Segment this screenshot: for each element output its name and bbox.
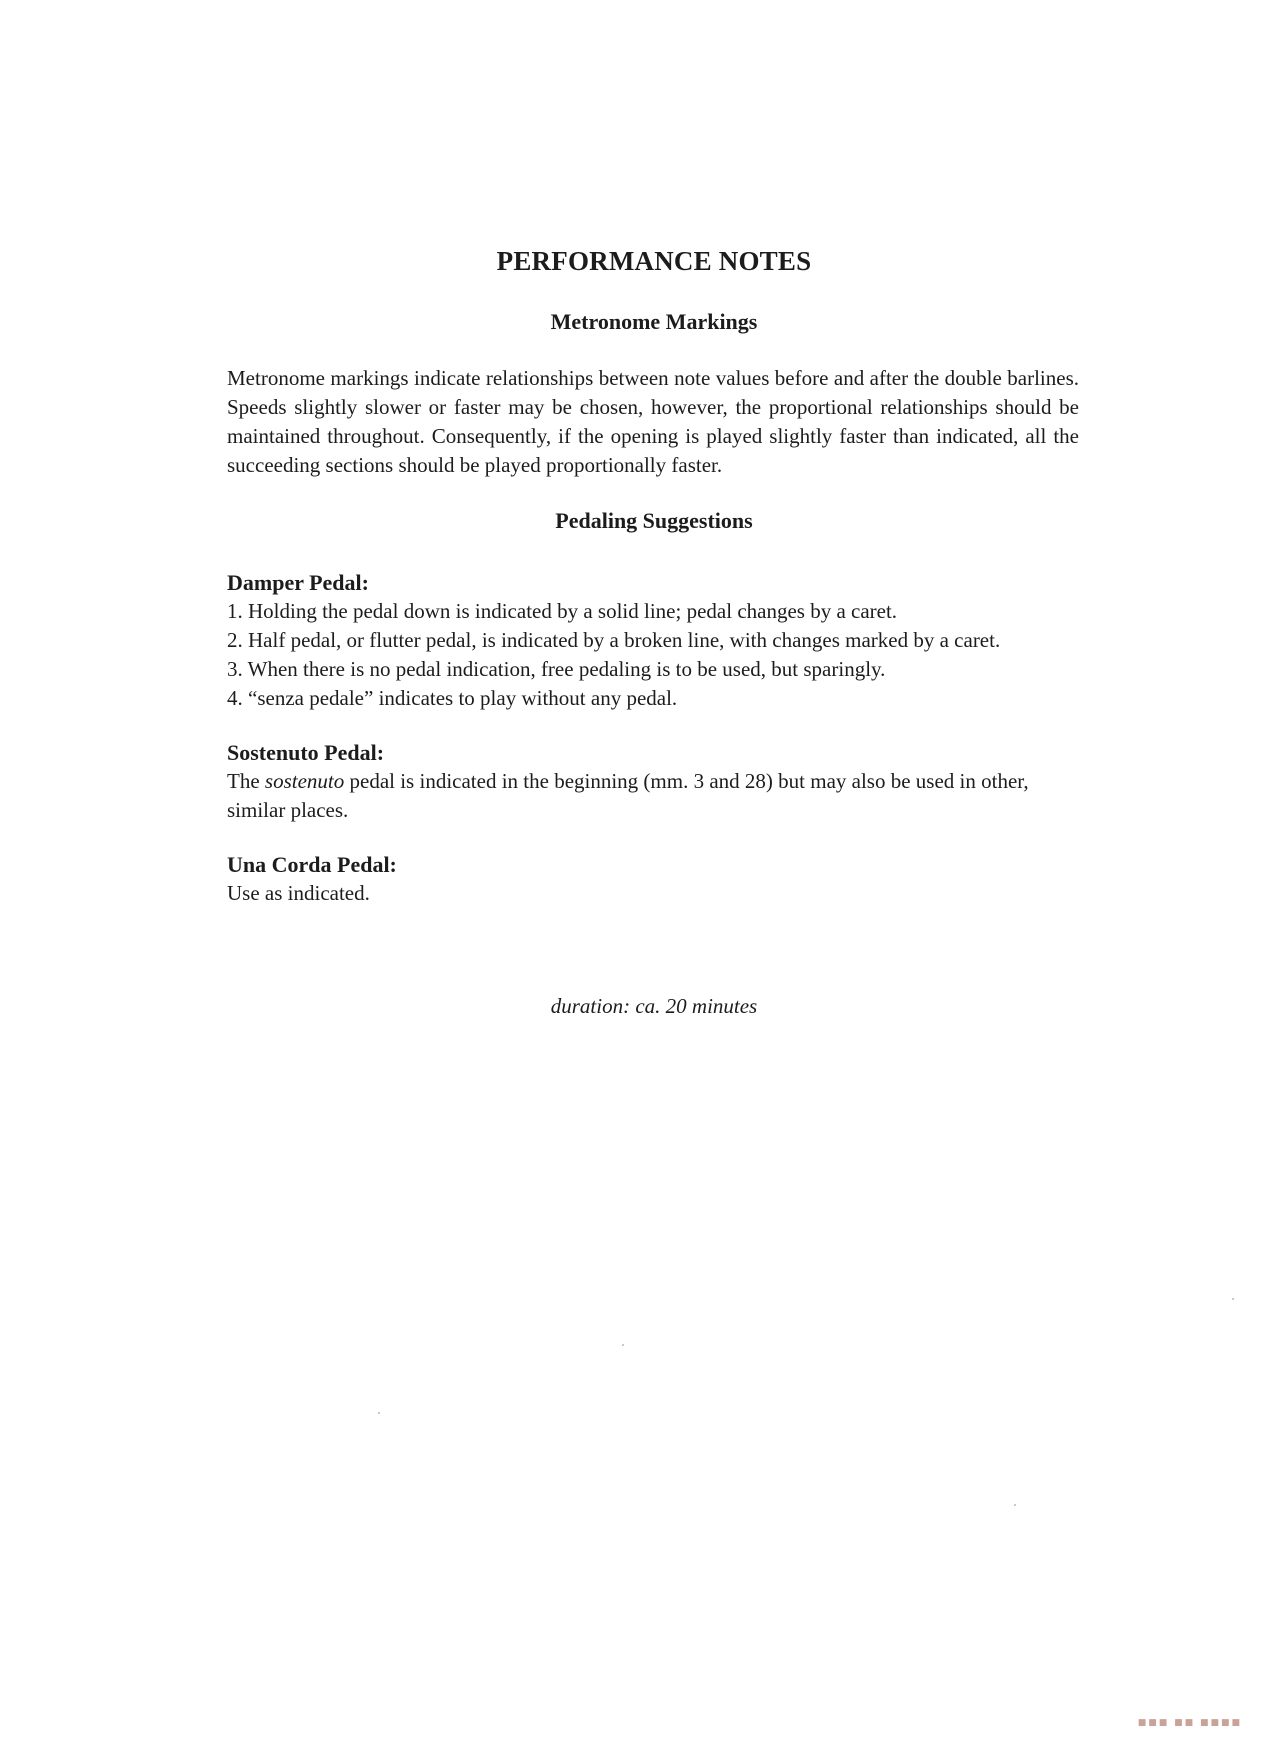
damper-item-2: 2. Half pedal, or flutter pedal, is indicated by a broken line, with changes marked by a caret. <box>227 628 1001 652</box>
sostenuto-pedal-section <box>227 738 1087 825</box>
scan-watermark: ■■■ ■■ ■■■■ <box>1137 1718 1242 1728</box>
metronome-heading: Metronome Markings <box>550 309 758 334</box>
scan-speck <box>378 1412 380 1414</box>
sostenuto-pedal-text <box>227 767 1079 825</box>
scan-speck <box>1014 1504 1016 1506</box>
duration-note: duration: ca. 20 minutes <box>550 994 758 1018</box>
damper-pedal-heading: Damper Pedal: <box>227 570 369 595</box>
damper-item-4: 4. “senza pedale” indicates to play without any pedal. <box>227 686 678 710</box>
sostenuto-text-before: The <box>227 769 265 793</box>
page-title: PERFORMANCE NOTES <box>496 246 812 276</box>
damper-pedal-section <box>227 568 1087 713</box>
sostenuto-text-italic: sostenuto <box>264 769 345 793</box>
una-corda-pedal-heading: Una Corda Pedal: <box>227 852 397 877</box>
pedaling-heading: Pedaling Suggestions <box>555 508 753 533</box>
metronome-paragraph: Metronome markings indicate relationships between note values before and after the double barlines. Speeds slightly slower or faster may be chosen, however, the proportional relationships should be maintained throughout. Consequently, if the opening is played slightly faster than indicated, all the succeeding sections should be played proportionally faster. <box>227 366 1079 477</box>
damper-item-3: 3. When there is no pedal indication, free pedaling is to be used, but sparingly. <box>227 657 886 681</box>
una-corda-pedal-section <box>227 850 1087 908</box>
scan-speck <box>622 1344 624 1346</box>
sostenuto-pedal-heading: Sostenuto Pedal: <box>227 740 385 765</box>
sostenuto-text-after: pedal is indicated in the beginning (mm. 3 and 28) but may also be used in other, similar places. <box>227 769 1029 822</box>
scan-speck <box>1232 1298 1234 1300</box>
damper-item-1: 1. Holding the pedal down is indicated by a solid line; pedal changes by a caret. <box>227 599 898 623</box>
una-corda-pedal-text: Use as indicated. <box>227 881 370 905</box>
